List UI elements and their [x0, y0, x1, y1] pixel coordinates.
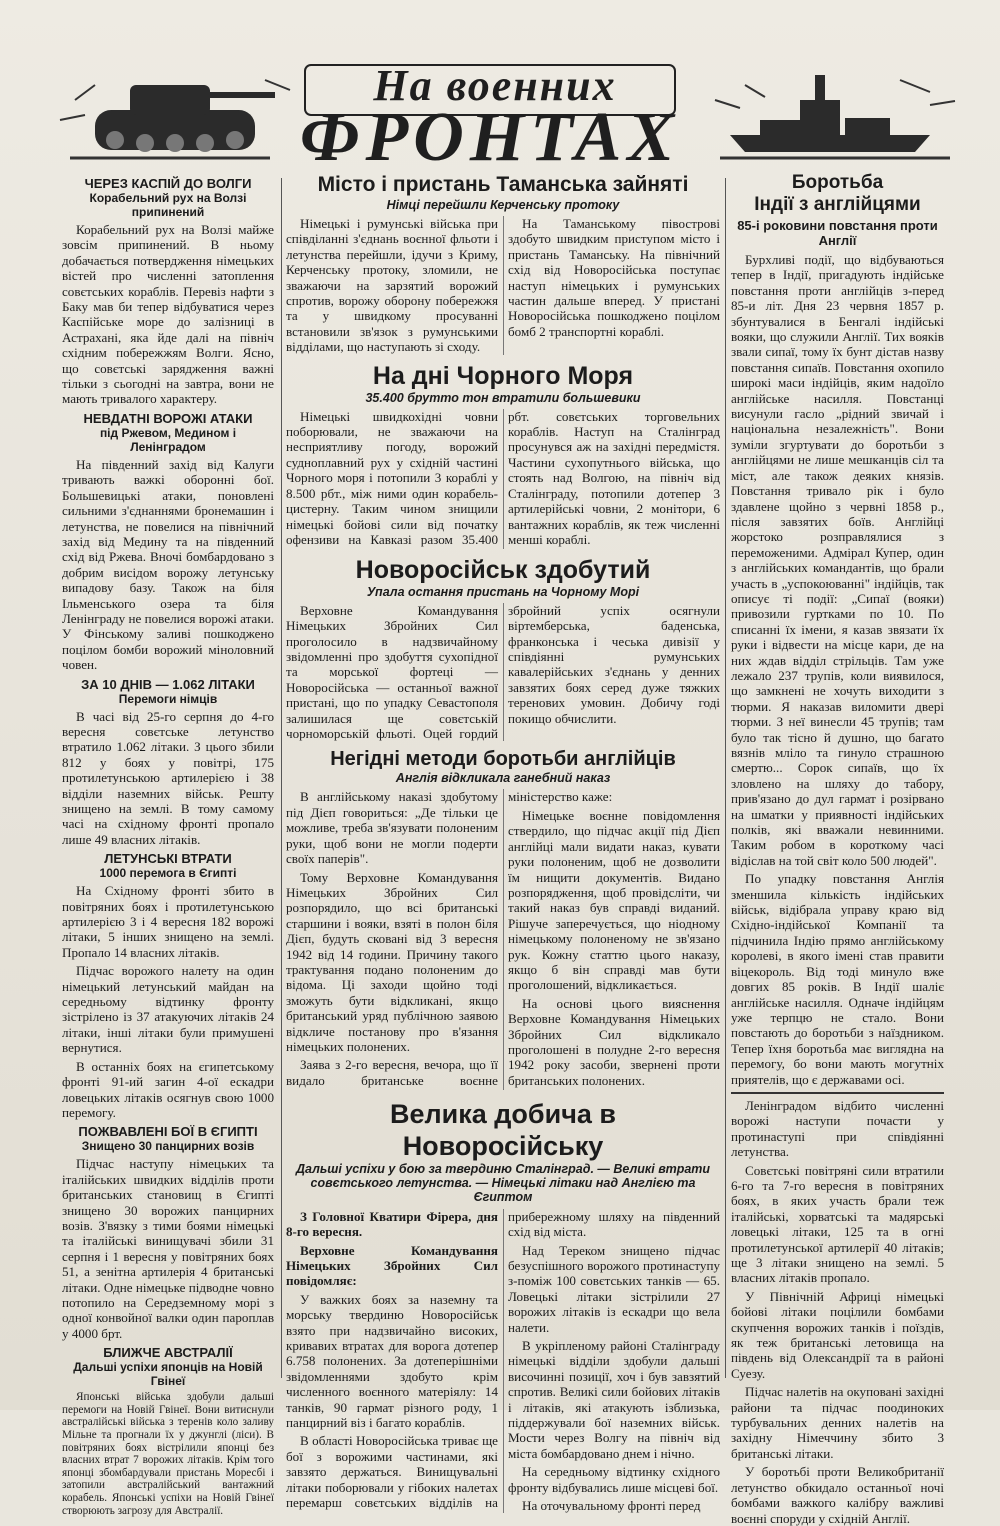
article-dateline: З Головної Кватири Фірера, дня 8-го вересня. — [286, 1208, 498, 1240]
article-air-losses — [62, 851, 274, 1120]
article-title: ЛЕТУНСЬКІ ВТРАТИ — [104, 851, 232, 867]
article-paragraph: У боротьбі проти Великобританії летунство обкидало останньої ночі бомбами важкого калібру важливі воєнні споруди у східній Англії. — [731, 1464, 944, 1526]
article-title-line2: Індії з англійцями — [754, 194, 921, 215]
article-paragraph: Підчас наступу німецьких та італійських швидких відділів проти британських становищ в Єгипті знищено 30 ворожих панцирних возів. З'вязку з тими боями німецькі та італійські винищувачі збили 31 серпня і 1 вересня у повітряних боях 51, а зенітна артилерія 4 британські літаки. Одне німецьке підводне човно потопило на Середземному морі з одної конвойної валки один пароплав у 4000 брт. — [62, 1156, 274, 1341]
article-paragraph: Бурхливі події, що відбуваються тепер в Індії, пригадують індійське повстання проти англійців з-перед 85-и літ. Дня 23 червня 1857 р. збунтувалися в Бенгалі індійські вояки, що служили Англії. Тих вояків звали сипаї, тому їх бунт дістав назву повстання сипаїв. Повстання охопило широкі маси індійців, яким надоїло англійське насилля. Повстанці висунули гасло „рідний звичай і національна незалежність". Вони зуміли згуртувати до боротьби з англійцями не лише мешканців сіл та міст, але також деяких князів. Повстання тривало рік і було здавлене щойно з червні 1858 р., після завзятих боїв. Англійці жорстоко розправлялися з переможеними. Адмірал Купер, один з англійських командантів, що брали участь в „успокоюванні" індійців, так описує ті події: „Сипаї (вояки) привозили гуртками по 10. По списанні їх імени, я казав звязати їх руки і відвести на місце кари, де на них ждав відділ стрільців. Там уже лежало 237 трупів, коли виявилося, що замкнені не хочуть виходити з тюрми. Я наказав виломити двері тюрми. З неї винесли 45 трупів; там було так тісно й душно, що багато вязнів мліло та гинуло страшною смертю... Сорок сипаїв, що їх зловлено на шляху до табору, прив'язано до дул гармат і розірвано на шматки у приявності індійських полків, які вважали невинними. Таким робом в короткому часі відіслав на той світ коло 500 людей". — [731, 252, 944, 868]
section-divider — [731, 1092, 944, 1094]
article-paragraph: В останніх боях на єгипетському фронті 91-ий загин 4-ої ескадри ловецьких літаків осягнув свою 1000 перемогу. — [62, 1058, 274, 1120]
article-subtitle: 85-і роковини повстання проти Англії — [737, 218, 938, 248]
article-paragraph: На основі цього вияснення Верховне Командування Німецьких Збройних Сил відкликало проголошені в полудне 2-го вересня 1942 року засоби, звернені проти британських полонених. — [508, 995, 720, 1088]
warship-illustration — [715, 75, 955, 158]
article-paragraph: Японські війська здобули дальші перемоги на Новій Гвінеї. Вони витиснули австралійські війська з теренів коло заливу Мільне та прогнали їх у джунглі (ліси). В повітряних боях вістрілили японці без власних втрат 7 ворожих літаків. Крім того японці збомбардували пристань Моресбі і затопили австралійський вантажний корабель. Японські успіхи на Новій Гвінеї створюють загрозу для Австралії. — [62, 1391, 274, 1517]
tank-illustration — [60, 80, 290, 158]
article-aircraft — [62, 677, 274, 848]
article-booty — [286, 1098, 720, 1514]
article-title: НЕВДАТНІ ВОРОЖІ АТАКИ — [83, 410, 253, 426]
article-title: ЗА 10 ДНІВ — 1.062 ЛІТАКИ — [81, 676, 255, 692]
center-column — [286, 172, 720, 1513]
article-paragraph: На середньому відтинку східного фронту відбувались лише місцеві бої. — [508, 1464, 720, 1495]
article-paragraph: В англійському наказі здобутому під Дієп говориться: „Де тільки це можливе, треба зв'язувати полоненим руки, щоб вони не могли подерти своїх паперів". — [286, 789, 498, 867]
article-subtitle: Дальші успіхи у бою за твердиню Сталінград. — Великі втрати совєтського летунства. — Німецькі літаки над Англією та Єгиптом — [295, 1161, 711, 1204]
article-title: ЧЕРЕЗ КАСПІЙ ДО ВОЛГИ — [84, 176, 252, 191]
article-title: БЛИЖЧЕ АВСТРАЛІЇ — [103, 1345, 233, 1361]
article-subtitle: під Ржевом, Медином і Ленінградом — [99, 425, 237, 454]
masthead-line2: ФРОНТАХ — [299, 99, 681, 176]
article-title: На дні Чорного Моря — [372, 361, 634, 390]
article-paragraph: У важких боях за наземну та морську твердиню Новоросійськ взято при надзвичайно високих, кривавих втратах для ворога дотепер 6.758 полонених. За дотеперішніми звідомленнями здобуто крім численного воєнного матеріялу: 14 танків, 90 гармат різного роду, 1 панцирний віз і багато кораблів. — [286, 1291, 498, 1430]
article-paragraph: Корабельний рух на Волзі майже зовсім припинений. В ньому добачається потвердження німецьких вістей про численні затоплення совєтських кораблів. Перевіз нафти з Баку мав би тепер відбуватися через Каспійське море до залізниці в Астрахані, яка йде далі на північ східним побережжям Волги. Ясно, що совєтські зарядження важні тільки з сьогодні на завтра, вони не мають тривалого характеру. — [62, 222, 274, 407]
article-paragraph: Заява з 2-го вересня, вечора, що її видало британське воєнне міністерство каже: — [286, 789, 613, 1088]
article-paragraph: В укріпленому районі Сталінграду німецькі відділи здобули дальші височинні позиції, хоч і був завзятий спротив. Великі сили бойових літаків і літаків, які атакують ізблизька, піддержували бої наземних військ. Мости через Волгу на північ від міста бомбардовано днем і нічно. — [508, 1337, 720, 1461]
article-title: Велика добича в Новоросійську — [390, 1098, 616, 1161]
article-egypt — [62, 1124, 274, 1341]
column-rule-right — [725, 178, 726, 1378]
article-title-line1: Боротьба — [791, 172, 884, 193]
article-paragraph: Совєтські повітряні сили втратили 6-го та 7-го вересня в повітряних боях, в яких участь брали теж італійські, хорватські та мадярські ловецькі літаки, 125 та в огні протилетунської артилерії 40 літаків; ще 3 літаки знищено на землі. 5 власних літаків пропало. — [731, 1162, 944, 1286]
article-attacks — [62, 411, 274, 673]
article-paragraph: Тому Верховне Командування Німецьких Збройних Сил розпорядило, що всі британські старшини і вояки, взяті в полон біля Дієп, будуть сковані від 3 вересня 1942 від 14 години. Причину такого трактування подано полоненим до відома. Ці заходи щойно тоді зможуть бути відкликані, якщо британський уряд публічною заявою відкличе постанову про в'язання німецьких полонених. — [286, 869, 498, 1054]
article-paragraph: Підчас налетів на окуповані західні райони та підчас поодиноких турбувальних денних налетів на західну Німеччину збито 3 британські літаки. — [731, 1384, 944, 1461]
article-india — [731, 172, 944, 1087]
article-novorossiysk — [286, 555, 720, 742]
article-paragraph: Німецьке воєнне повідомлення ствердило, що підчас акції під Дієп англійці мали видати наказ, кувати руки полоненим, щоб не дозволити їм нищити документів. Видано розпорядження, щоб провідсліти, чи такий наказ був справді виданий. Рішуче заперечується, що ніодному німецькому полоненому не зв'язано рук. Кожну статтю цього наказу, якщо б він справді мав бути проголошений, відкликається. — [508, 807, 720, 993]
article-paragraph: В часі від 25-го серпня до 4-го вересня совєтське летунство втратило 1.062 літаки. З цього збили 812 у боях у повітрі, 175 протилетунською артилерією і 38 відділи наземних військ. Решту знищено на землі. В тому самому часі на східному фронті пропало лише 49 власних літаків. — [62, 708, 274, 847]
article-paragraph: Підчас ворожого налету на один німецький летунський майдан на середньому відтинку фронту зістрілено із 37 атакуючих літаків 24 літаки, інші літаки були примушені вернутися. — [62, 963, 274, 1056]
article-subtitle: Упала остання пристань на Чорному Морі — [366, 584, 640, 599]
article-subtitle: 1000 перемога в Єгипті — [99, 866, 237, 881]
article-paragraph: Над Тереком знищено підчас безуспішного ворожого протинаступу з-поміж 100 совєтських танків — 65. Ловецькі літаки зістрілили 27 ворожих літаків із ескадри що вела налети. — [508, 1242, 720, 1335]
article-title: Негідні методи боротьби англійців — [330, 748, 676, 771]
article-paragraph: На південний захід від Калуги тривають важкі оборонні бої. Большевицькі атаки, поновлені сильними з'єднаннями бронемашин і летунства, не повелися на північний захід від Медину та на південний схід від Ржева. Вночі бомбардовано з добрим висідом ворожу летунську випадову базу. Також на біля Ільменського озера та біля Ленінграду не повелися ворожі атаки. У Фінському заливі пошкоджено поцілом бомби ворожий міноловний човен. — [62, 456, 274, 673]
article-caspian — [62, 176, 274, 407]
article-paragraph: На Таманському півострові здобуто швидким приступом місто і пристань Таманську. На північний схід від Новоросійська поступає наступ німецьких і румунських частин дальше вперед. У пристані Новоросійська пошкоджено поцілом бомб 2 транспортні кораблі. — [508, 216, 720, 339]
article-subtitle: Англія відкликала ганебний наказ — [395, 771, 611, 786]
article-title: ПОЖВАВЛЕНІ БОЇ В ЄГИПТІ — [78, 1124, 258, 1140]
article-paragraph: У Північній Африці німецькі бойові літаки поцілили бомбами скупчення ворожих танків і поїздів, як теж британські летовища на південь від Олександрії та в районі Суезу. — [731, 1288, 944, 1381]
masthead-line1: На военних — [373, 61, 617, 110]
article-continuation — [731, 1098, 944, 1526]
article-paragraph: На Східному фронті збито в повітряних боях і протилетунською артилерією 3 і 4 вересня 182 ворожі літаки, 5 інших знищено на землі. Пропало 14 власних літаків. — [62, 883, 274, 960]
left-column — [62, 172, 274, 1517]
article-paragraph: Ленінградом відбито численні ворожі наступи почасти у протинаступі при співдіянні летунства. — [731, 1097, 944, 1160]
article-black-sea — [286, 361, 720, 549]
article-paragraph: В області Новоросійська триває ще бої з ворожими частинами, які завзято держаться. Винищувальні літаки поборювали у гібоких налетах перемарш совєтських відділів на прибережному шляху на південний схід від міста. — [286, 1208, 720, 1510]
article-subtitle: Німці перейшли Керченську протоку — [386, 198, 620, 212]
article-subtitle: Знищено 30 панцирних возів — [81, 1139, 255, 1154]
right-column — [731, 172, 944, 1526]
article-taman — [286, 172, 720, 355]
article-paragraph: Німецькі швидкохідні човни поборювали, не зважаючи на несприятливу погоду, ворожий судноплавний рух у східній частині Чорного моря і потопили 3 кораблі у 8.500 рбт., між ними один корабель-цистерну. Таким чином знищили німецькі бойові сили від початку офензиви на Кавказі разом 35.400 рбт. совєтських торговельних кораблів. Наступ на Сталінград просунувся аж на західні передмістя. Частини сухопутнього війська, що стоять над Волгою, на північ від Сталінграду, потопили дотепер 3 артилерійські човни, 2 монітори, 6 вантажних кораблів, як теж численні менші кораблі. — [286, 408, 720, 547]
article-methods — [286, 747, 720, 1089]
masthead — [0, 40, 1000, 175]
article-subtitle: Перемоги німців — [118, 691, 218, 706]
article-title: Новоросійськ здобутий — [355, 555, 651, 584]
article-lead: Верховне Командування Німецьких Збройних Сил повідомляє: — [286, 1242, 498, 1289]
article-paragraph: По упадку повстання Англія зменшила кількість індійських військ, відібрала управу краю від Східно-індійської Компанії та підчинила Індію прямо англійському королеві, в якого імені став правити віцекороль. Від тоді минуло вже довгих 85 років. В Індії шаліє англійське насилля. Одначе індійцям уже терпцю не стало. Вони повстають до боротьби з наїздником. Тепер їхня боротьба має виглядна на перемогу, бо вони мають могутніх приятелів, що є державами осі. — [731, 871, 944, 1087]
article-subtitle: Дальші успіхи японців на Новій Гвінеї — [73, 1360, 263, 1389]
article-paragraph: Німецькі і румунські війська при співділанні з'єднань воєнної фльоти і летунства перейшли, ідучи з Криму, Керченську протоку, зломили, не зважаючи на зарзятий ворожий спротив, ворожу оборону побережжя та у швидкому просуванні встановили зв'язок з румунськими відділами, що наступають зі сходу. — [286, 216, 498, 355]
column-rule-left — [281, 178, 282, 1378]
article-australia — [62, 1345, 274, 1517]
article-paragraph: Верховне Командування Німецьких Збройних Сил проголосило в надзвичайному звідомленні про здобуття сухопідної та морської фортеці — Новоросійська — останньої важної пристані, що по упадку Севастополя залишилася ще совєтській чорноморській фльоті. Оцей гордий збройний успіх осягнули віртемберська, баденська, франконська і чеська дивізії у співдіянні румунських кавалерійських з'єднань у денних завзятих боях серед дуже тяжких теренових умовин. Добичу годі покищо обчислити. — [286, 602, 720, 742]
article-subtitle: 35.400 брутто тон втратили большевики — [365, 390, 641, 405]
article-paragraph: На оточувальному фронті перед — [522, 1498, 701, 1513]
article-subtitle: Корабельний рух на Волзі припинений — [89, 191, 247, 219]
article-title: Місто і пристань Таманська зайняті — [317, 173, 689, 196]
